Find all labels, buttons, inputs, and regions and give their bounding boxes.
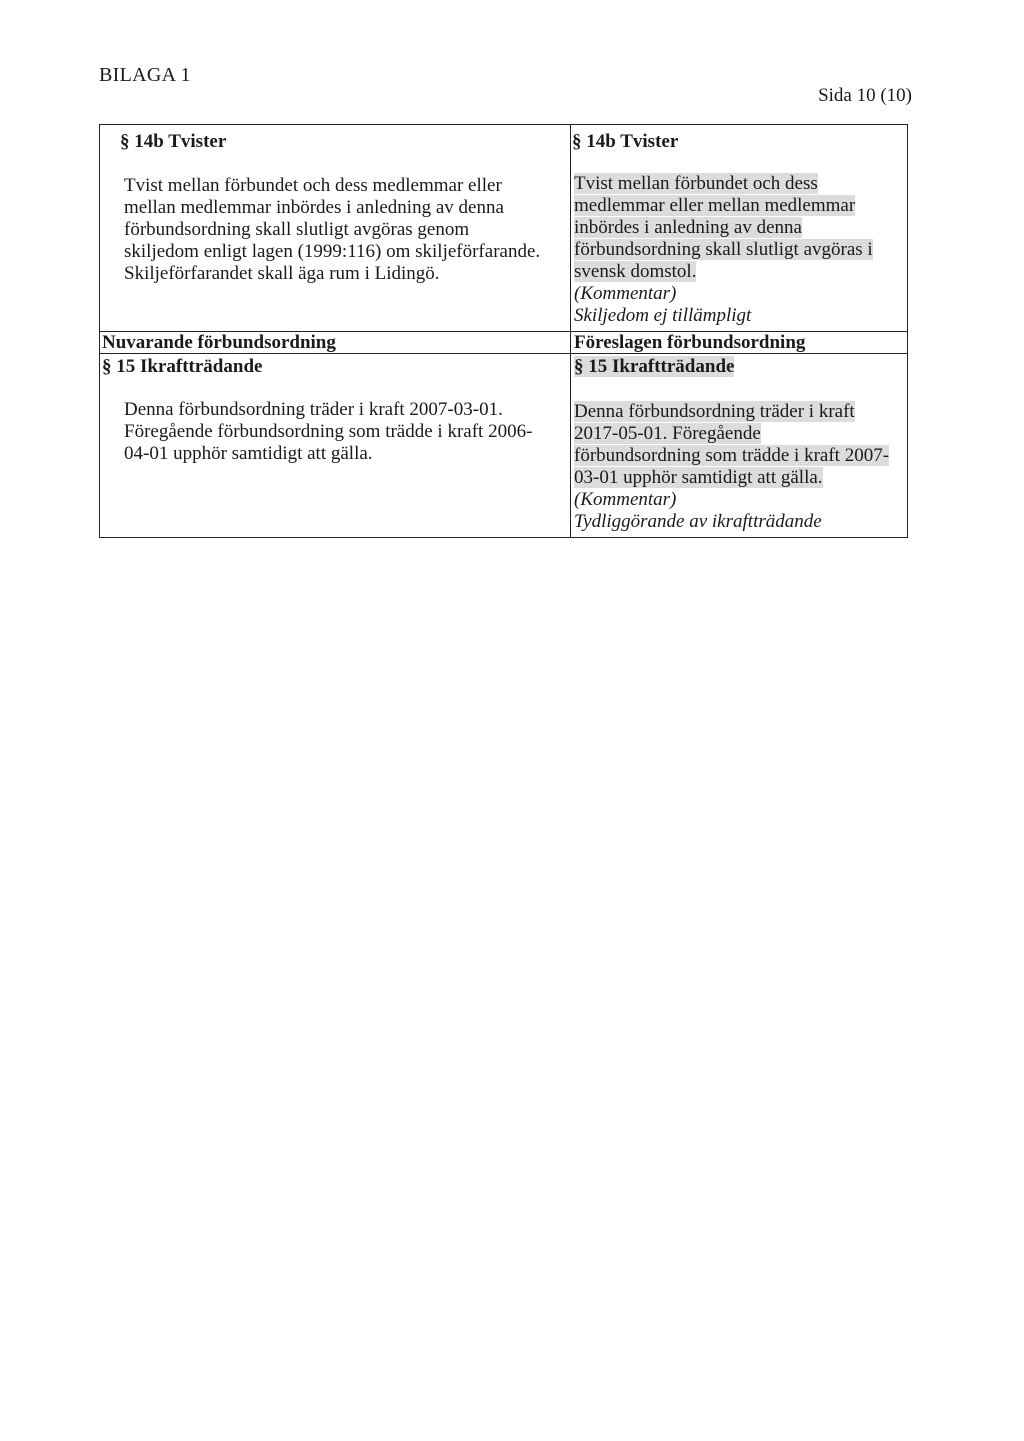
right-14b-line: inbördes i anledning av denna <box>574 217 802 238</box>
left-15-line: 04-01 upphör samtidigt att gälla. <box>124 443 373 464</box>
right-14b-line: Tvist mellan förbundet och dess <box>574 173 818 194</box>
left-section-15-title: § 15 Ikraftträdande <box>102 356 263 377</box>
right-14b-line: svensk domstol. <box>574 261 697 282</box>
right-14b-line: medlemmar eller mellan medlemmar <box>574 195 856 216</box>
left-section-15-text <box>124 399 532 465</box>
right-section-15-text <box>574 401 889 533</box>
right-14b-line: förbundsordning skall slutligt avgöras i <box>574 239 873 260</box>
right-15-line: 2017-05-01. Föregående <box>574 423 761 444</box>
left-14b-line: mellan medlemmar inbördes i anledning av denna <box>124 197 504 218</box>
right-section-14b-title: § 14b Tvister <box>572 131 679 152</box>
left-14b-line: Tvist mellan förbundet och dess medlemmar eller <box>124 175 502 196</box>
right-15-line: Denna förbundsordning träder i kraft <box>574 401 855 422</box>
right-15-line: förbundsordning som trädde i kraft 2007- <box>574 445 890 466</box>
left-14b-line: skiljedom enligt lagen (1999:116) om skiljeförfarande. <box>124 241 541 262</box>
comparison-table <box>99 124 908 538</box>
right-section-14b-text <box>574 173 873 327</box>
right-comment-label-1: (Kommentar) <box>574 283 677 304</box>
right-15-line: 03-01 upphör samtidigt att gälla. <box>574 467 823 488</box>
right-section-15-title-text: § 15 Ikraftträdande <box>574 356 735 377</box>
left-14b-line: förbundsordning skall slutligt avgöras genom <box>124 219 470 240</box>
left-15-line: Denna förbundsordning träder i kraft 2007-03-01. <box>124 399 503 420</box>
left-14b-line: Skiljeförfarandet skall äga rum i Lidingö. <box>124 263 440 284</box>
document-label: BILAGA 1 <box>99 64 191 86</box>
left-section-14b-text <box>124 175 540 285</box>
right-column-title: Föreslagen förbundsordning <box>574 332 806 353</box>
right-comment-text-2: Tydliggörande av ikraftträdande <box>574 511 822 532</box>
right-comment-text-1: Skiljedom ej tillämpligt <box>574 305 752 326</box>
left-column-title: Nuvarande förbundsordning <box>102 332 336 353</box>
right-section-15-title <box>574 356 734 378</box>
page-number: Sida 10 (10) <box>818 85 912 106</box>
left-section-14b-title: § 14b Tvister <box>120 131 227 152</box>
right-comment-label-2: (Kommentar) <box>574 489 677 510</box>
left-15-line: Föregående förbundsordning som trädde i kraft 2006- <box>124 421 533 442</box>
